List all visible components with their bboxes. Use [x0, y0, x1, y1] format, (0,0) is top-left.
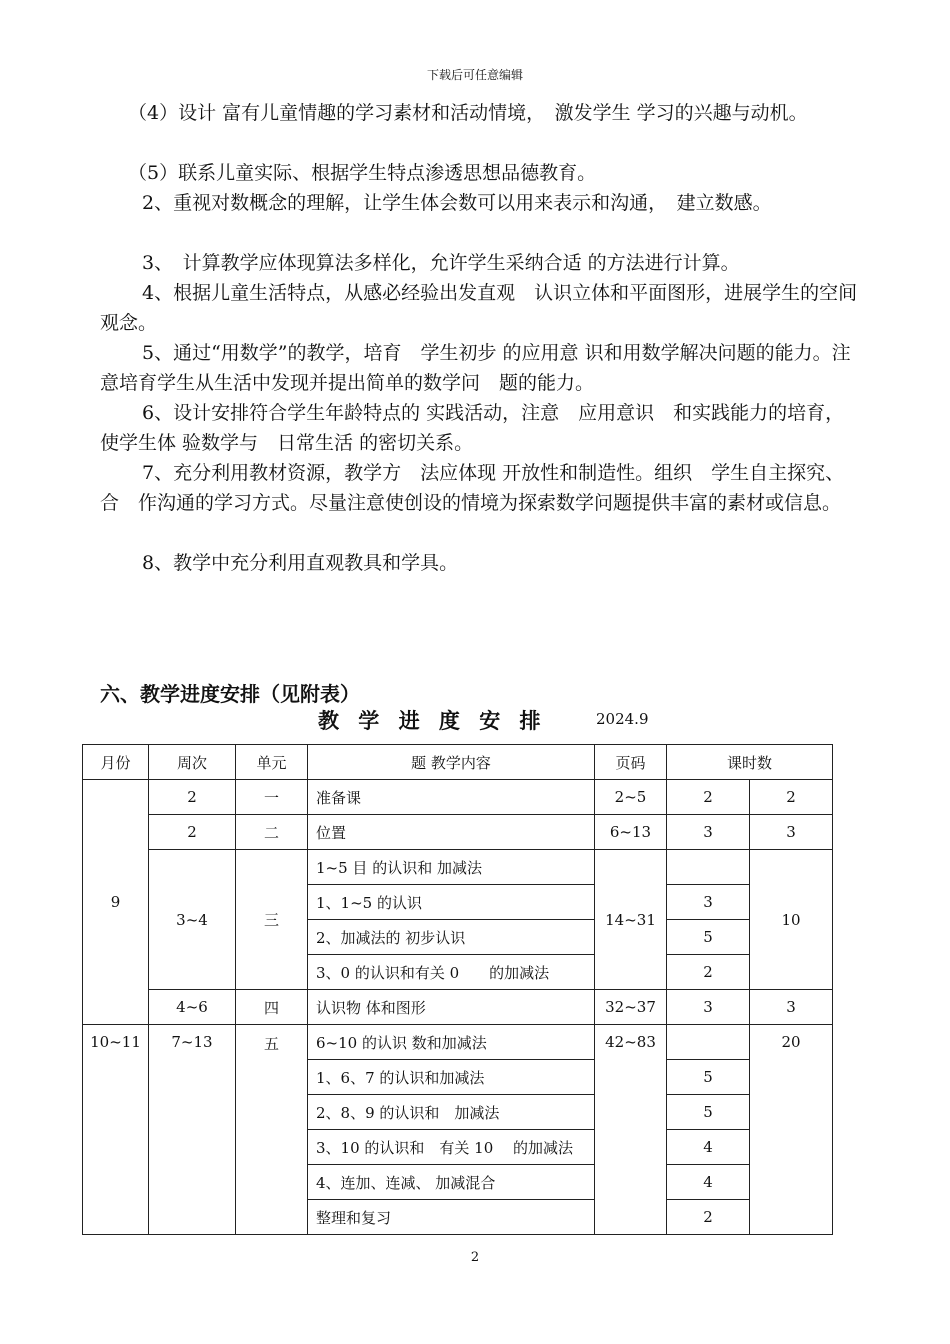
pages-cell: 42~83: [595, 1025, 667, 1235]
total-hours-cell: 2: [750, 780, 833, 815]
week-cell: 4~6: [149, 990, 236, 1025]
week-cell: 2: [149, 780, 236, 815]
content-cell: 整理和复习: [308, 1200, 595, 1235]
paragraph-4: （4）设计 富有儿童情趣的学习素材和活动情境， 激发学生 学习的兴趣与动机。: [128, 102, 808, 124]
paragraph-point-8: 8、教学中充分利用直观教具和学具。: [142, 552, 459, 574]
header-hours: 课时数: [667, 745, 833, 780]
unit-cell: 二: [236, 815, 308, 850]
total-hours-cell: 10: [750, 850, 833, 990]
content-cell: 1~5 目 的认识和 加减法: [308, 850, 595, 885]
content-cell: 3、0 的认识和有关 0 的加减法: [308, 955, 595, 990]
week-cell: 3~4: [149, 850, 236, 990]
table-row: [83, 990, 833, 1025]
paragraph-5: （5）联系儿童实际、根据学生特点渗透思想品德教育。: [128, 162, 597, 184]
table-row: [83, 815, 833, 850]
sub-hours-cell: 5: [667, 1060, 750, 1095]
paragraph-point-4: 4、根据儿童生活特点，从感必经验出发直观 认识立体和平面图形，进展学生的空间观念。: [100, 282, 858, 334]
sub-hours-cell: 2: [667, 955, 750, 990]
week-cell: 2: [149, 815, 236, 850]
sub-hours-cell: 4: [667, 1165, 750, 1200]
header-unit: 单元: [236, 745, 308, 780]
sub-hours-cell: 3: [667, 815, 750, 850]
page-header: 下载后可任意编辑: [426, 68, 523, 82]
sub-hours-cell: [667, 1025, 750, 1060]
paragraph-point-5: 5、通过“用数学”的教学，培育 学生初步 的应用意 识和用数学解决问题的能力。注意培育学生从生活中发现并提出简单的数学问 题的能力。: [100, 342, 851, 394]
content-cell: 准备课: [308, 780, 595, 815]
pages-cell: 14~31: [595, 850, 667, 990]
table-row: [83, 1025, 833, 1060]
sub-hours-cell: 2: [667, 780, 750, 815]
unit-cell: 三: [236, 850, 308, 990]
content-cell: 2、8、9 的认识和 加减法: [308, 1095, 595, 1130]
pages-cell: 2~5: [595, 780, 667, 815]
page-number: 2: [470, 1250, 480, 1265]
table-row: [83, 850, 833, 885]
sub-hours-cell: 5: [667, 1095, 750, 1130]
table-title: 教 学 进 度 安 排: [318, 708, 547, 733]
content-cell: 1、6、7 的认识和加减法: [308, 1060, 595, 1095]
total-hours-cell: 3: [750, 990, 833, 1025]
content-cell: 1、1~5 的认识: [308, 885, 595, 920]
content-cell: 4、连加、连减、 加减混合: [308, 1165, 595, 1200]
header-pages: 页码: [595, 745, 667, 780]
sub-hours-cell: 4: [667, 1130, 750, 1165]
total-hours-cell: 3: [750, 815, 833, 850]
content-cell: 2、加减法的 初步认识: [308, 920, 595, 955]
paragraph-point-2: 2、重视对数概念的理解，让学生体会数可以用来表示和沟通， 建立数感。: [142, 192, 772, 214]
sub-hours-cell: 3: [667, 885, 750, 920]
pages-cell: 32~37: [595, 990, 667, 1025]
section-title: 六、教学进度安排（见附表）: [100, 682, 360, 706]
sub-hours-cell: 3: [667, 990, 750, 1025]
total-hours-cell: 20: [750, 1025, 833, 1235]
pages-cell: 6~13: [595, 815, 667, 850]
month-cell: 10~11: [83, 1025, 149, 1235]
sub-hours-cell: [667, 850, 750, 885]
week-cell: 7~13: [149, 1025, 236, 1235]
unit-cell: 一: [236, 780, 308, 815]
header-month: 月份: [83, 745, 149, 780]
table-date: 2024.9: [596, 710, 649, 728]
content-cell: 认识物 体和图形: [308, 990, 595, 1025]
paragraph-point-3: 3、 计算教学应体现算法多样化，允许学生采纳合适 的方法进行计算。: [142, 252, 740, 274]
unit-cell: 四: [236, 990, 308, 1025]
header-week: 周次: [149, 745, 236, 780]
table-header-row: [83, 745, 833, 780]
paragraph-point-7: 7、充分利用教材资源，教学方 法应体现 开放性和制造性。组织 学生自主探究、合 作沟通的学习方式。尽量注意使创设的情境为探索数学问题提供丰富的素材或信息。: [100, 462, 845, 514]
table-row: [83, 780, 833, 815]
sub-hours-cell: 2: [667, 1200, 750, 1235]
schedule-table: [82, 744, 833, 1235]
content-cell: 6~10 的认识 数和加减法: [308, 1025, 595, 1060]
content-cell: 位置: [308, 815, 595, 850]
header-content: 题 教学内容: [308, 745, 595, 780]
unit-cell: 五: [236, 1025, 308, 1235]
month-cell: 9: [83, 780, 149, 1025]
paragraph-point-6: 6、设计安排符合学生年龄特点的 实践活动，注意 应用意识 和实践能力的培育， 使学生体 验数学与 日常生活 的密切关系。: [100, 402, 854, 454]
content-cell: 3、10 的认识和 有关 10 的加减法: [308, 1130, 595, 1165]
sub-hours-cell: 5: [667, 920, 750, 955]
